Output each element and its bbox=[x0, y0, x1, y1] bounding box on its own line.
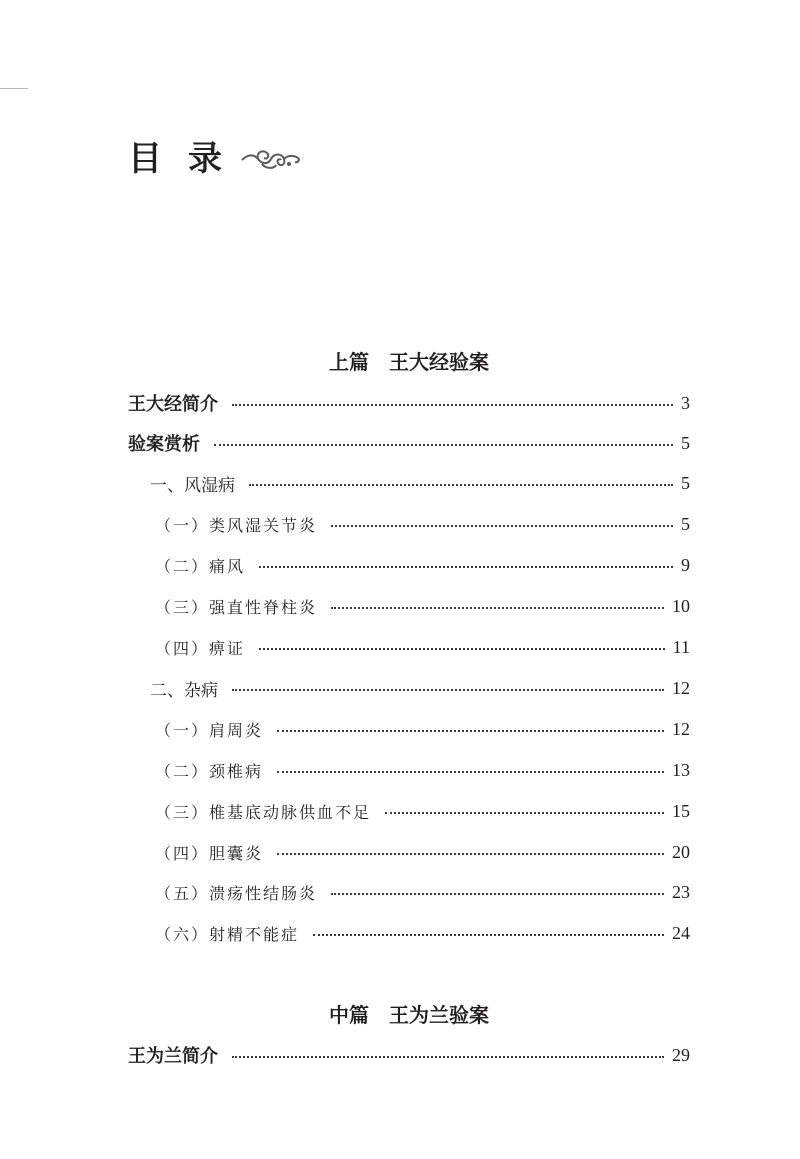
toc-entry-page-number: 5 bbox=[681, 472, 690, 493]
toc-entry-label: （四）胆囊炎 bbox=[155, 843, 264, 863]
toc-entry[interactable] bbox=[0, 673, 690, 703]
toc-entry[interactable] bbox=[0, 837, 690, 867]
toc-entry-page-number: 5 bbox=[681, 513, 690, 534]
toc-entry-label: （五）溃疡性结肠炎 bbox=[155, 883, 318, 903]
toc-entry-label: （三）强直性脊柱炎 bbox=[155, 597, 318, 617]
toc-entry-label: 王为兰简介 bbox=[128, 1046, 218, 1067]
toc-entry-label: 二、杂病 bbox=[150, 680, 218, 701]
toc-entry-label: （二）颈椎病 bbox=[155, 761, 264, 781]
dot-leader bbox=[313, 934, 664, 936]
toc-entry[interactable] bbox=[0, 550, 690, 580]
toc-entry-page-number: 9 bbox=[681, 554, 690, 575]
toc-entry-label: （三）椎基底动脉供血不足 bbox=[155, 802, 372, 822]
dot-leader bbox=[259, 566, 673, 568]
toc-entry-label: （六）射精不能症 bbox=[155, 924, 300, 944]
toc-entry[interactable] bbox=[0, 632, 690, 662]
toc-entry-label: 验案赏析 bbox=[128, 434, 200, 455]
toc-entry-page-number: 11 bbox=[672, 636, 690, 657]
toc-entry-label: 一、风湿病 bbox=[150, 475, 235, 496]
toc-entry-page-number: 15 bbox=[672, 800, 690, 821]
toc-entry-page-number: 12 bbox=[672, 718, 690, 739]
toc-entry[interactable] bbox=[0, 428, 690, 458]
dot-leader bbox=[249, 484, 673, 486]
toc-entry[interactable] bbox=[0, 796, 690, 826]
dot-leader bbox=[232, 404, 673, 406]
toc-entry[interactable] bbox=[0, 388, 690, 418]
dot-leader bbox=[232, 689, 664, 691]
dot-leader bbox=[385, 812, 664, 814]
toc-entry-label: （二）痛风 bbox=[155, 556, 246, 576]
toc-entry-page-number: 5 bbox=[681, 432, 690, 453]
scroll-ornament-icon bbox=[240, 145, 302, 173]
toc-entry-page-number: 10 bbox=[672, 595, 690, 616]
dot-leader bbox=[277, 730, 664, 732]
page-title: 目录 bbox=[128, 139, 248, 179]
dot-leader bbox=[277, 853, 664, 855]
toc-entry-label: （一）类风湿关节炎 bbox=[155, 515, 318, 535]
toc-entry-page-number: 20 bbox=[672, 841, 690, 862]
page-corner-mark bbox=[0, 88, 28, 89]
dot-leader bbox=[259, 648, 665, 650]
toc-entry-page-number: 29 bbox=[672, 1044, 690, 1065]
toc-entry-page-number: 12 bbox=[672, 677, 690, 698]
dot-leader bbox=[232, 1056, 664, 1058]
toc-entry-label: （四）痹证 bbox=[155, 638, 246, 658]
toc-entry-page-number: 24 bbox=[672, 922, 690, 943]
toc-entry-page-number: 13 bbox=[672, 759, 690, 780]
toc-entry[interactable] bbox=[0, 509, 690, 539]
toc-entry[interactable] bbox=[0, 714, 690, 744]
toc-entry[interactable] bbox=[0, 591, 690, 621]
section-heading: 上篇 王大经验案 bbox=[329, 350, 489, 374]
dot-leader bbox=[331, 525, 673, 527]
toc-entry[interactable] bbox=[0, 877, 690, 907]
toc-entry-page-number: 23 bbox=[672, 881, 690, 902]
toc-entry[interactable] bbox=[0, 918, 690, 948]
toc-entry-label: 王大经简介 bbox=[128, 394, 218, 415]
dot-leader bbox=[277, 771, 664, 773]
section-heading: 中篇 王为兰验案 bbox=[329, 1003, 489, 1027]
toc-title bbox=[128, 133, 302, 185]
toc-entry-label: （一）肩周炎 bbox=[155, 720, 264, 740]
toc-entry[interactable] bbox=[0, 1040, 690, 1070]
toc-entry[interactable] bbox=[0, 468, 690, 498]
dot-leader bbox=[214, 444, 673, 446]
dot-leader bbox=[331, 893, 664, 895]
toc-entry-page-number: 3 bbox=[681, 392, 690, 413]
dot-leader bbox=[331, 607, 664, 609]
toc-entry[interactable] bbox=[0, 755, 690, 785]
